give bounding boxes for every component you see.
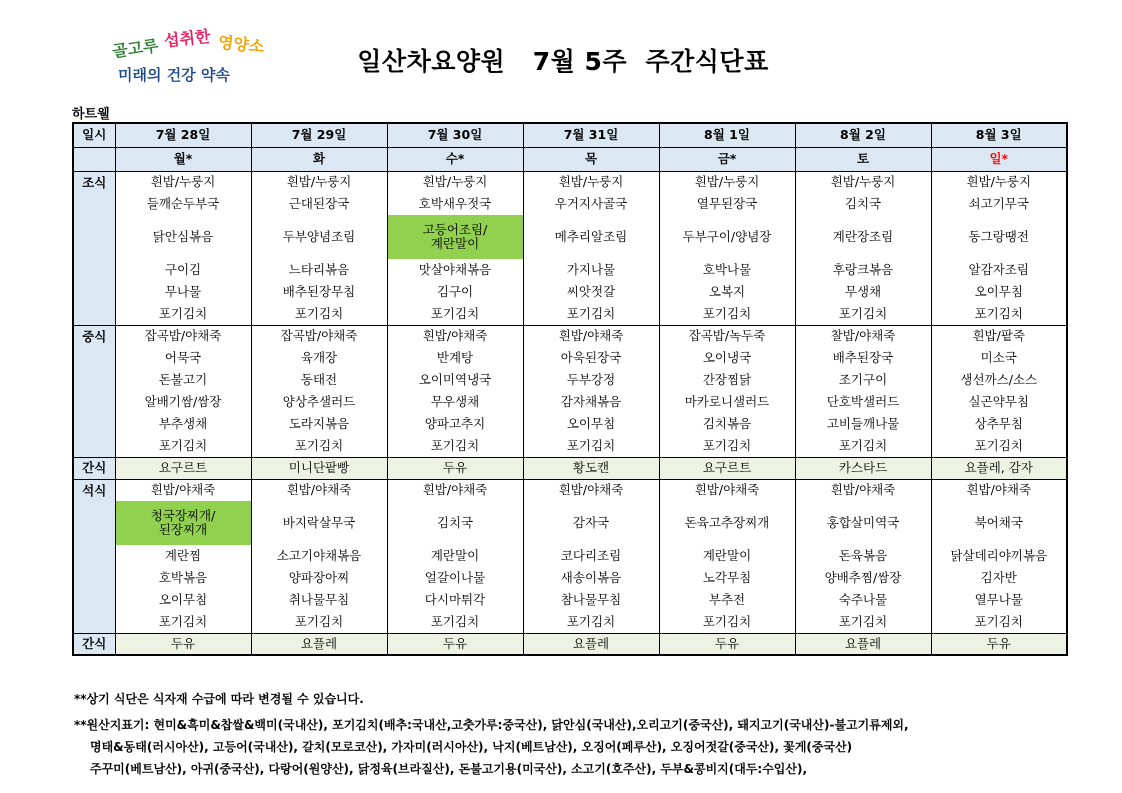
menu-cell: 감자채볶음 (523, 391, 659, 413)
snack-cell: 두유 (387, 633, 523, 655)
menu-cell: 무우생채 (387, 391, 523, 413)
menu-cell: 호박나물 (659, 259, 795, 281)
menu-cell: 포기김치 (659, 303, 795, 325)
menu-cell: 실곤약무침 (931, 391, 1067, 413)
meal-label-snack1: 간식 (73, 457, 115, 479)
menu-cell: 흰밥/누룽지 (659, 171, 795, 193)
snack-cell: 카스타드 (795, 457, 931, 479)
menu-cell: 흰밥/야채죽 (931, 479, 1067, 501)
meal-label-snack2: 간식 (73, 633, 115, 655)
menu-cell: 상추무침 (931, 413, 1067, 435)
menu-cell: 포기김치 (251, 303, 387, 325)
menu-cell: 돈육볶음 (795, 545, 931, 567)
meal-label-breakfast: 조식 (73, 171, 115, 325)
menu-cell: 포기김치 (387, 303, 523, 325)
logo-word-2: 섭취한 (163, 26, 212, 51)
day-header: 월* (115, 147, 251, 171)
day-header: 일* (931, 147, 1067, 171)
snack-cell: 요구르트 (115, 457, 251, 479)
menu-cell: 다시마튀각 (387, 589, 523, 611)
menu-cell: 부추생채 (115, 413, 251, 435)
menu-cell: 도라지볶음 (251, 413, 387, 435)
menu-cell: 쇠고기무국 (931, 193, 1067, 215)
menu-cell: 동그랑땡전 (931, 215, 1067, 259)
menu-cell: 우거지사골국 (523, 193, 659, 215)
menu-cell: 감자국 (523, 501, 659, 545)
snack-cell: 요플레, 감자 (931, 457, 1067, 479)
menu-cell: 찰밥/야채죽 (795, 325, 931, 347)
menu-cell: 양상추샐러드 (251, 391, 387, 413)
menu-cell: 김치국 (387, 501, 523, 545)
menu-cell: 반계탕 (387, 347, 523, 369)
menu-cell: 간장찜닭 (659, 369, 795, 391)
menu-cell: 알감자조림 (931, 259, 1067, 281)
snack-cell: 황도캔 (523, 457, 659, 479)
menu-cell: 배추된장무침 (251, 281, 387, 303)
menu-cell: 열무나물 (931, 589, 1067, 611)
menu-cell: 호박새우젓국 (387, 193, 523, 215)
snack-cell: 요플레 (251, 633, 387, 655)
menu-cell: 미소국 (931, 347, 1067, 369)
date-header: 8월 2일 (795, 123, 931, 147)
menu-cell: 흰밥/야채죽 (795, 479, 931, 501)
date-header: 7월 28일 (115, 123, 251, 147)
menu-cell: 참나물무침 (523, 589, 659, 611)
menu-cell: 김자반 (931, 567, 1067, 589)
menu-cell: 가지나물 (523, 259, 659, 281)
menu-cell: 흰밥/야채죽 (659, 479, 795, 501)
menu-cell: 흰밥/야채죽 (387, 479, 523, 501)
menu-cell: 돈불고기 (115, 369, 251, 391)
menu-cell: 동태전 (251, 369, 387, 391)
date-header: 7월 30일 (387, 123, 523, 147)
menu-cell: 배추된장국 (795, 347, 931, 369)
menu-cell: 단호박샐러드 (795, 391, 931, 413)
menu-cell: 포기김치 (931, 611, 1067, 633)
menu-cell: 포기김치 (115, 303, 251, 325)
menu-cell: 양파고추지 (387, 413, 523, 435)
day-header-blank (73, 147, 115, 171)
menu-cell: 양파장아찌 (251, 567, 387, 589)
day-header: 토 (795, 147, 931, 171)
menu-cell: 구이김 (115, 259, 251, 281)
menu-cell: 포기김치 (251, 611, 387, 633)
snack-cell: 두유 (659, 633, 795, 655)
menu-cell: 열무된장국 (659, 193, 795, 215)
menu-cell: 잡곡밥/야채죽 (115, 325, 251, 347)
menu-cell: 새송이볶음 (523, 567, 659, 589)
menu-cell: 포기김치 (795, 303, 931, 325)
menu-cell: 김구이 (387, 281, 523, 303)
menu-cell: 마카로니샐러드 (659, 391, 795, 413)
menu-cell: 오복지 (659, 281, 795, 303)
menu-cell: 닭안심볶음 (115, 215, 251, 259)
menu-cell: 소고기야채볶음 (251, 545, 387, 567)
menu-cell: 흰밥/누룽지 (251, 171, 387, 193)
snack-cell: 미니단팥빵 (251, 457, 387, 479)
menu-cell: 후랑크볶음 (795, 259, 931, 281)
menu-cell: 흰밥/야채죽 (387, 325, 523, 347)
menu-cell: 포기김치 (523, 435, 659, 457)
menu-cell: 계란장조림 (795, 215, 931, 259)
menu-cell: 취나물무침 (251, 589, 387, 611)
menu-cell: 흰밥/야채죽 (523, 479, 659, 501)
logo-tagline: 미래의 건강 약속 (118, 66, 230, 84)
menu-cell: 고비들깨나물 (795, 413, 931, 435)
meal-label-lunch: 중식 (73, 325, 115, 457)
menu-cell: 포기김치 (251, 435, 387, 457)
menu-cell: 부추전 (659, 589, 795, 611)
menu-cell: 포기김치 (387, 611, 523, 633)
day-header: 화 (251, 147, 387, 171)
snack-cell: 두유 (931, 633, 1067, 655)
menu-cell: 포기김치 (523, 611, 659, 633)
date-header: 7월 29일 (251, 123, 387, 147)
date-header: 8월 3일 (931, 123, 1067, 147)
menu-cell: 홍합살미역국 (795, 501, 931, 545)
menu-cell: 포기김치 (115, 435, 251, 457)
day-header: 목 (523, 147, 659, 171)
menu-cell: 오이무침 (523, 413, 659, 435)
menu-cell: 숙주나물 (795, 589, 931, 611)
logo-word-3: 영양소 (217, 32, 266, 57)
menu-cell: 들깨순두부국 (115, 193, 251, 215)
menu-cell: 알배기쌈/쌈장 (115, 391, 251, 413)
menu-cell: 바지락살무국 (251, 501, 387, 545)
menu-cell: 오이무침 (115, 589, 251, 611)
menu-cell: 근대된장국 (251, 193, 387, 215)
menu-cell: 포기김치 (523, 303, 659, 325)
menu-cell: 포기김치 (931, 435, 1067, 457)
menu-cell: 포기김치 (115, 611, 251, 633)
page-title: 일산차요양원 7월 5주 주간식단표 (357, 47, 769, 76)
menu-cell: 생선까스/소스 (931, 369, 1067, 391)
menu-cell: 오이미역냉국 (387, 369, 523, 391)
menu-cell: 두부양념조림 (251, 215, 387, 259)
menu-cell: 얼갈이나물 (387, 567, 523, 589)
menu-cell: 계란말이 (659, 545, 795, 567)
origin-line-2: 명태&동태(러시아산), 고등어(국내산), 갈치(모로코산), 가자미(러시아산), 낙지(베트남산), 오징어(페루산), 오징어젓갈(중국산), 꽃게(중국산) (90, 740, 853, 754)
day-header: 수* (387, 147, 523, 171)
menu-cell: 흰밥/야채죽 (115, 479, 251, 501)
origin-line-1: **원산지표기: 현미&흑미&찹쌀&백미(국내산), 포기김치(배추:국내산,고춧가루:중국산), 닭안심(국내산),오리고기(중국산), 돼지고기(국내산)-불고기류제외, (74, 718, 909, 732)
menu-cell: 흰밥/누룽지 (115, 171, 251, 193)
menu-cell: 코다리조림 (523, 545, 659, 567)
menu-cell: 두부구이/양념장 (659, 215, 795, 259)
facility-label: 하트웰 (72, 107, 110, 122)
menu-cell: 오이무침 (931, 281, 1067, 303)
snack-cell: 요플레 (523, 633, 659, 655)
menu-cell: 흰밥/야채죽 (251, 479, 387, 501)
menu-cell: 북어채국 (931, 501, 1067, 545)
menu-cell: 어묵국 (115, 347, 251, 369)
menu-cell: 느타리볶음 (251, 259, 387, 281)
menu-cell: 포기김치 (795, 611, 931, 633)
menu-cell: 씨앗젓갈 (523, 281, 659, 303)
snack-cell: 요플레 (795, 633, 931, 655)
menu-cell: 흰밥/야채죽 (523, 325, 659, 347)
menu-cell: 노각무침 (659, 567, 795, 589)
menu-cell: 육개장 (251, 347, 387, 369)
notice-change: **상기 식단은 식자재 수급에 따라 변경될 수 있습니다. (74, 692, 364, 706)
menu-cell: 흰밥/누룽지 (795, 171, 931, 193)
notes (74, 688, 909, 780)
menu-cell: 호박볶음 (115, 567, 251, 589)
menu-cell: 청국장찌개/ 된장찌개 (115, 501, 251, 545)
menu-cell: 두부강정 (523, 369, 659, 391)
logo-word-1: 골고루 (111, 35, 160, 62)
menu-cell: 포기김치 (795, 435, 931, 457)
date-header-label: 일시 (73, 123, 115, 147)
menu-cell: 김치국 (795, 193, 931, 215)
menu-cell: 계란찜 (115, 545, 251, 567)
menu-cell: 계란말이 (387, 545, 523, 567)
menu-cell: 잡곡밥/녹두죽 (659, 325, 795, 347)
weekly-menu-table (72, 122, 1068, 656)
menu-cell: 흰밥/누룽지 (931, 171, 1067, 193)
menu-cell: 포기김치 (387, 435, 523, 457)
date-header: 7월 31일 (523, 123, 659, 147)
snack-cell: 두유 (115, 633, 251, 655)
menu-cell: 돈육고추장찌개 (659, 501, 795, 545)
menu-cell: 고등어조림/ 계란말이 (387, 215, 523, 259)
menu-cell: 맛살야채볶음 (387, 259, 523, 281)
menu-cell: 무나물 (115, 281, 251, 303)
menu-cell: 흰밥/누룽지 (387, 171, 523, 193)
menu-cell: 포기김치 (931, 303, 1067, 325)
menu-cell: 아욱된장국 (523, 347, 659, 369)
snack-cell: 두유 (387, 457, 523, 479)
menu-cell: 조기구이 (795, 369, 931, 391)
day-header: 금* (659, 147, 795, 171)
menu-cell: 오이냉국 (659, 347, 795, 369)
origin-line-3: 주꾸미(베트남산), 아귀(중국산), 다랑어(원양산), 닭정육(브라질산), 돈불고기용(미국산), 소고기(호주산), 두부&콩비지(대두:수입산), (90, 762, 808, 776)
meal-label-dinner: 석식 (73, 479, 115, 633)
menu-cell: 포기김치 (659, 611, 795, 633)
menu-cell: 잡곡밥/야채죽 (251, 325, 387, 347)
menu-cell: 흰밥/팥죽 (931, 325, 1067, 347)
menu-cell: 양배추찜/쌈장 (795, 567, 931, 589)
menu-cell: 흰밥/누룽지 (523, 171, 659, 193)
menu-cell: 닭살데리야끼볶음 (931, 545, 1067, 567)
date-header: 8월 1일 (659, 123, 795, 147)
menu-cell: 메추리알조림 (523, 215, 659, 259)
menu-cell: 무생채 (795, 281, 931, 303)
menu-cell: 김치볶음 (659, 413, 795, 435)
menu-cell: 포기김치 (659, 435, 795, 457)
snack-cell: 요구르트 (659, 457, 795, 479)
